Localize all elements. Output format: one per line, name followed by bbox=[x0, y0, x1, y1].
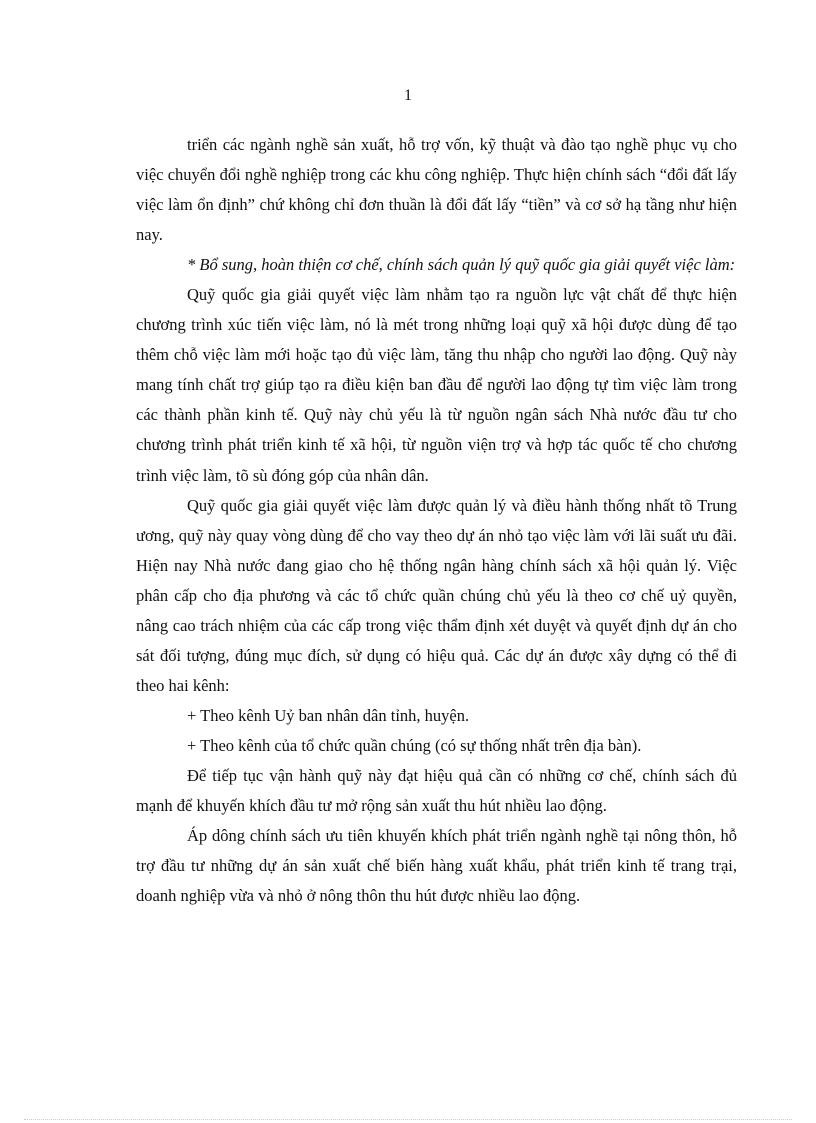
section-heading: * Bổ sung, hoàn thiện cơ chế, chính sách quản lý quỹ quốc gia giải quyết việc làm: bbox=[187, 255, 736, 275]
list-item: + Theo kênh Uỷ ban nhân dân tỉnh, huyện. bbox=[187, 705, 470, 725]
list-item: + Theo kênh của tổ chức quần chúng (có sự thống nhất trên địa bàn). bbox=[187, 735, 642, 755]
page-bottom-divider bbox=[24, 1119, 792, 1120]
paragraph: Quỹ quốc gia giải quyết việc làm được quản lý và điều hành thống nhất tõ Trung ương, quỹ này quay vòng dùng để cho vay theo dự án nhỏ tạo việc làm với lãi suất ưu đãi. Hiện nay Nhà nước đang giao cho hệ thống ngân hàng chính sách xã hội quản lý. Việc phân cấp cho địa phương và các tổ chức quần chúng chủ yếu là theo cơ chế uỷ quyền, nâng cao trách nhiệm của các cấp trong việc thẩm định xét duyệt và quyết định dự án cho sát đối tượng, đúng mục đích, sử dụng có hiệu quả. Các dự án được xây dựng có thể đi theo hai kênh: bbox=[136, 495, 737, 695]
paragraph-continuation: triển các ngành nghề sản xuất, hỗ trợ vốn, kỹ thuật và đào tạo nghề phục vụ cho việc chuyển đổi nghề nghiệp trong các khu công nghiệp. Thực hiện chính sách “đổi đất lấy việc làm ổn định” chứ không chỉ đơn thuần là đổi đất lấy “tiền” và cơ sở hạ tầng như hiện nay. bbox=[136, 135, 737, 245]
document-body bbox=[136, 130, 737, 911]
page-number: 1 bbox=[404, 87, 412, 104]
paragraph: Để tiếp tục vận hành quỹ này đạt hiệu quả cần có những cơ chế, chính sách đủ mạnh để khuyến khích đầu tư mở rộng sản xuất thu hút nhiều lao động. bbox=[136, 765, 737, 816]
paragraph: Quỹ quốc gia giải quyết việc làm nhằm tạo ra nguồn lực vật chất để thực hiện chương trình xúc tiến việc làm, nó là mét trong những loại quỹ xã hội được dùng để tạo thêm chỗ việc làm mới hoặc tạo đủ việc làm, tăng thu nhập cho người lao động. Quỹ này mang tính chất trợ giúp tạo ra điều kiện ban đầu để người lao động tự tìm việc làm trong các thành phần kinh tế. Quỹ này chủ yếu là từ nguồn ngân sách Nhà nước đầu tư cho chương trình phát triển kinh tế xã hội, từ nguồn viện trợ và hợp tác quốc tế cho chương trình việc làm, tõ sù đóng góp của nhân dân. bbox=[136, 285, 737, 485]
paragraph: Áp dông chính sách ưu tiên khuyến khích phát triển ngành nghề tại nông thôn, hỗ trợ đầu tư những dự án sản xuất chế biến hàng xuất khẩu, phát triển kinh tế trang trại, doanh nghiệp vừa và nhỏ ở nông thôn thu hút được nhiều lao động. bbox=[136, 826, 737, 906]
